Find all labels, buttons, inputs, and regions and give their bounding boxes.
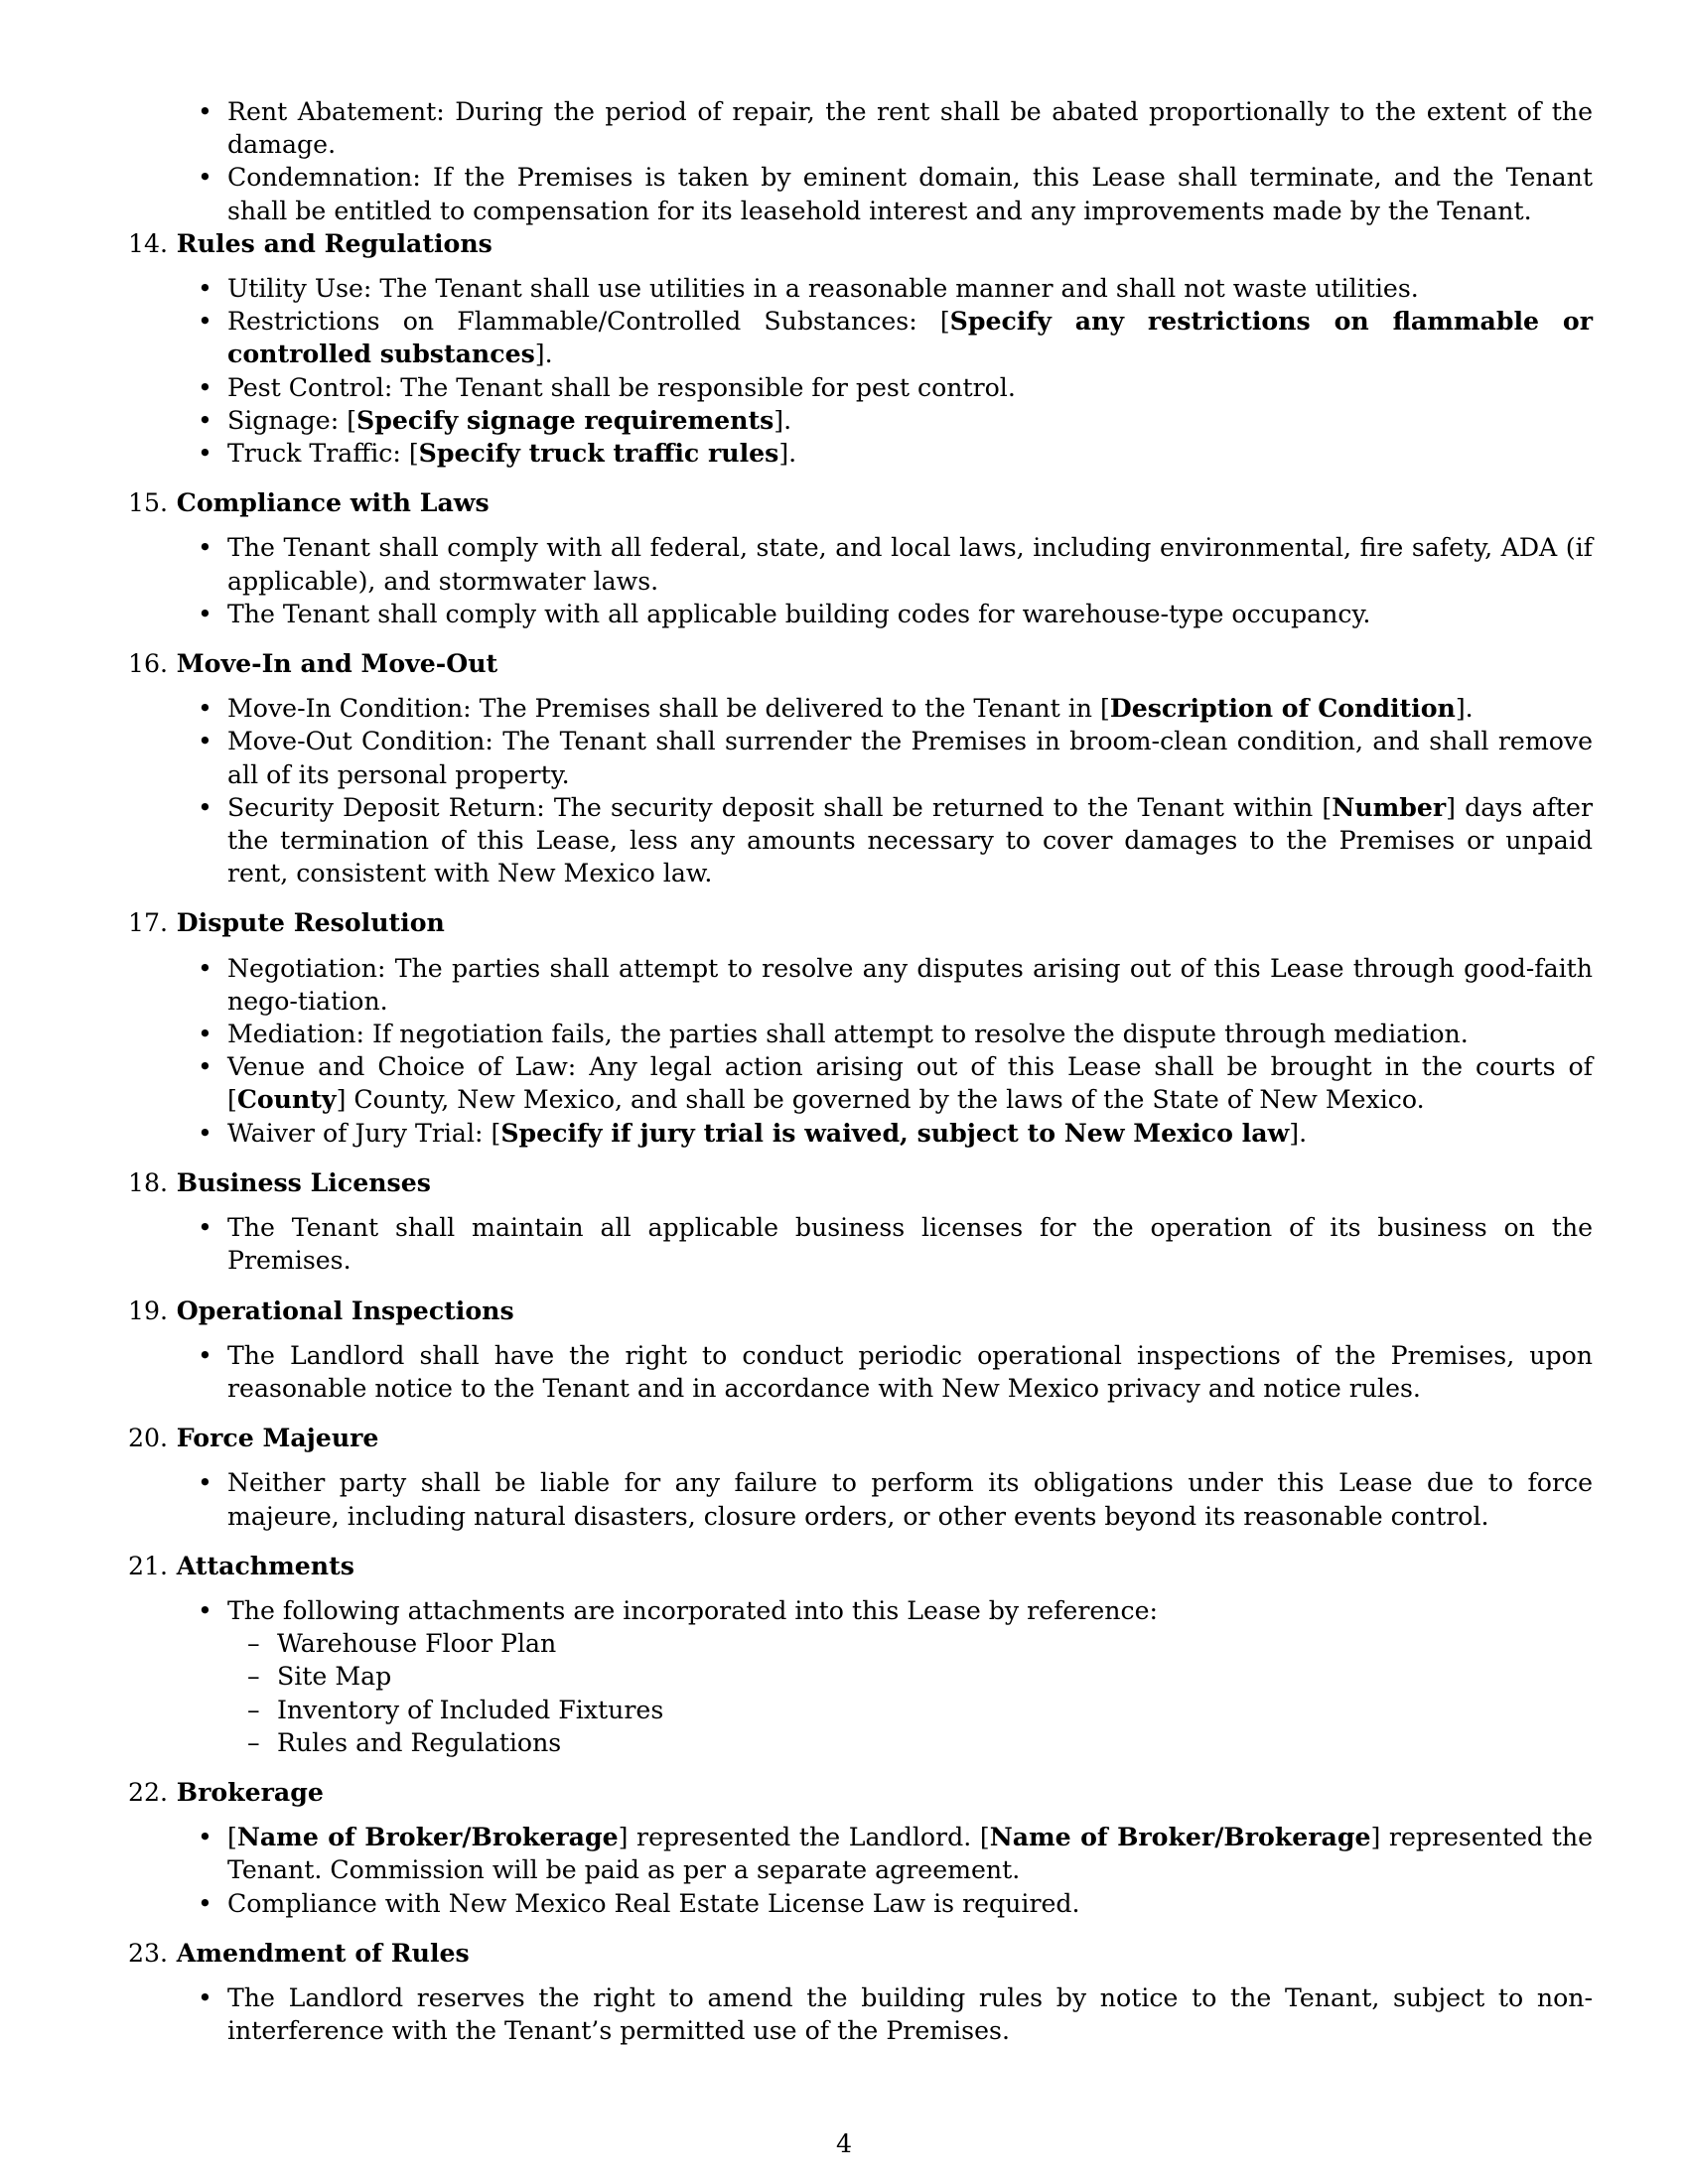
list-item: • [Name of Broker/Brokerage] represented the Landlord. [Name of Broker/Brokerage] represented the Tenant. Commission will be paid as per a separate agreement. xyxy=(227,1821,1593,1886)
section-number: 21. xyxy=(127,1551,168,1580)
list-item: • The Tenant shall maintain all applicable business licenses for the operation of its business on the Premises. xyxy=(227,1211,1593,1277)
list-item xyxy=(227,1050,1593,1116)
bullet-list xyxy=(111,1339,1593,1405)
section-16 xyxy=(111,647,1593,889)
bullet-list xyxy=(111,272,1593,470)
list-item xyxy=(227,95,1593,161)
list-item xyxy=(227,1117,1593,1150)
list-item: • Mediation: If negotiation fails, the parties shall attempt to resolve the dispute through mediation. xyxy=(227,1018,1593,1050)
list-item: • The Landlord reserves the right to amend the building rules by notice to the Tenant, subject to non-interference with the Tenant’s permitted use of the Premises. xyxy=(227,1981,1593,2047)
section-heading xyxy=(111,227,1593,260)
list-item xyxy=(227,791,1593,890)
list-item: • Utility Use: The Tenant shall use utilities in a reasonable manner and shall not waste utilities. xyxy=(227,272,1593,305)
bullet-list xyxy=(111,1821,1593,1920)
attachment-list xyxy=(227,1627,1593,1759)
list-item xyxy=(227,161,1593,226)
bullet-text: The following attachments are incorporated into this Lease by reference: xyxy=(227,1595,1158,1625)
placeholder-text: Specify signage requirements xyxy=(356,404,774,435)
section-17 xyxy=(111,906,1593,1149)
section-heading xyxy=(111,906,1593,939)
bullet-list xyxy=(111,1466,1593,1532)
bullet-list xyxy=(111,952,1593,1150)
attachment-item: – Inventory of Included Fixtures xyxy=(277,1694,1593,1726)
attachment-item: – Rules and Regulations xyxy=(277,1726,1593,1759)
bullet-text: Restrictions on Flammable/Controlled Substances: [ xyxy=(227,307,950,337)
attachment-item: – Warehouse Floor Plan xyxy=(277,1627,1593,1660)
list-item: • The Landlord shall have the right to conduct periodic operational inspections of the Premises, upon reasonable notice to the Tenant and in accordance with New Mexico privacy and notice rules. xyxy=(227,1339,1593,1405)
placeholder-text: County xyxy=(236,1084,337,1115)
section-number: 18. xyxy=(127,1167,168,1197)
section-heading xyxy=(111,486,1593,519)
list-item xyxy=(227,1594,1593,1759)
section-heading xyxy=(111,1937,1593,1970)
section-number: 22. xyxy=(127,1777,168,1807)
bullet-text: Security Deposit Return: The security deposit shall be returned to the Tenant within [ xyxy=(227,792,1333,822)
placeholder-text: Specify any restrictions on flammable or controlled substances xyxy=(227,306,1593,369)
section-heading xyxy=(111,1295,1593,1327)
bullet-text: Waiver of Jury Trial: [ xyxy=(227,1118,501,1148)
placeholder-text: Name of Broker/Brokerage xyxy=(989,1822,1371,1852)
section-number: 19. xyxy=(127,1296,168,1325)
bullet-text: Truck Traffic: [ xyxy=(227,439,419,469)
section-23 xyxy=(111,1937,1593,2048)
bullet-text: ]. xyxy=(778,439,797,469)
section-heading xyxy=(111,1166,1593,1199)
section-21 xyxy=(111,1550,1593,1759)
list-item xyxy=(227,692,1593,725)
list-item: • Compliance with New Mexico Real Estate License Law is required. xyxy=(227,1887,1593,1920)
section-20 xyxy=(111,1422,1593,1533)
bullet-list xyxy=(111,1594,1593,1759)
bullet-text: ] days after the termination of this Lease, less any amounts necessary to cover damages to the Premises or unpaid rent, consistent with New Mexico law. xyxy=(227,792,1593,888)
list-item xyxy=(227,404,1593,437)
section-title: Force Majeure xyxy=(176,1423,379,1453)
section-title: Amendment of Rules xyxy=(176,1937,470,1968)
list-item: • Negotiation: The parties shall attempt to resolve any disputes arising out of this Lease through good-faith nego-tiation. xyxy=(227,952,1593,1018)
list-item: • Move-Out Condition: The Tenant shall surrender the Premises in broom-clean condition, and shall remove all of its personal property. xyxy=(227,725,1593,790)
placeholder-text: Name of Broker/Brokerage xyxy=(236,1822,619,1852)
placeholder-text: Number xyxy=(1332,791,1447,822)
placeholder-text: Specify if jury trial is waived, subject to New Mexico law xyxy=(500,1117,1290,1148)
bullet-text: Signage: [ xyxy=(227,405,357,435)
section-title: Rules and Regulations xyxy=(176,227,492,258)
section-title: Move-In and Move-Out xyxy=(176,648,498,679)
section-title: Attachments xyxy=(176,1550,354,1580)
list-item: • Pest Control: The Tenant shall be responsible for pest control. xyxy=(227,371,1593,404)
list-item: • Neither party shall be liable for any failure to perform its obligations under this Lease due to force majeure, including natural disasters, closure orders, or other events beyond its reasonable control. xyxy=(227,1466,1593,1532)
bullet-text: Move-In Condition: The Premises shall be delivered to the Tenant in [ xyxy=(227,694,1110,724)
section-15 xyxy=(111,486,1593,630)
placeholder-text: Specify truck traffic rules xyxy=(418,438,779,469)
section-22 xyxy=(111,1776,1593,1920)
attachment-item: – Site Map xyxy=(277,1660,1593,1693)
bullet-text: ]. xyxy=(1455,694,1474,724)
section-title: Operational Inspections xyxy=(176,1295,514,1325)
continued-bullet-list xyxy=(111,95,1593,227)
bullet-list xyxy=(111,1211,1593,1277)
placeholder-text: Description of Condition xyxy=(1109,693,1456,724)
section-18 xyxy=(111,1166,1593,1278)
bullet-list xyxy=(111,531,1593,630)
section-number: 16. xyxy=(127,649,168,679)
list-item xyxy=(227,437,1593,470)
bullet-label: Condemnation: xyxy=(227,163,421,193)
section-heading xyxy=(111,1422,1593,1454)
bullet-list xyxy=(111,1981,1593,2047)
bullet-list xyxy=(111,692,1593,889)
section-title: Dispute Resolution xyxy=(176,907,445,938)
bullet-text: ]. xyxy=(774,405,792,435)
list-item: • The Tenant shall comply with all applicable building codes for warehouse-type occupancy. xyxy=(227,598,1593,630)
section-title: Business Licenses xyxy=(176,1166,431,1197)
section-heading xyxy=(111,1550,1593,1582)
list-item xyxy=(227,305,1593,370)
section-heading xyxy=(111,1776,1593,1809)
page-number: 4 xyxy=(835,2129,853,2158)
bullet-text: Venue and Choice of Law: Any legal action arising out of this Lease shall be brought in the courts of [ xyxy=(227,1052,1593,1115)
section-heading xyxy=(111,647,1593,680)
bullet-text: ] represented the Tenant. Commission will be paid as per a separate agreement. xyxy=(227,1823,1593,1885)
section-title: Compliance with Laws xyxy=(176,487,490,518)
bullet-text: ] represented the Landlord. [ xyxy=(618,1823,990,1852)
document-body xyxy=(111,95,1593,2064)
section-19 xyxy=(111,1295,1593,1406)
bullet-text: ]. xyxy=(534,340,553,369)
section-number: 15. xyxy=(127,488,168,518)
bullet-text: During the period of repair, the rent shall be abated proportionally to the extent of the damage. xyxy=(227,97,1593,160)
section-title: Brokerage xyxy=(176,1776,324,1807)
bullet-text: ]. xyxy=(1289,1118,1308,1148)
bullet-label: Rent Abatement: xyxy=(227,97,445,126)
section-number: 14. xyxy=(127,228,168,258)
list-item: • The Tenant shall comply with all federal, state, and local laws, including environmental, fire safety, ADA (if applicable), and stormwater laws. xyxy=(227,531,1593,597)
section-number: 23. xyxy=(127,1938,168,1968)
section-number: 20. xyxy=(127,1424,168,1453)
section-number: 17. xyxy=(127,908,168,938)
bullet-text: ] County, New Mexico, and shall be governed by the laws of the State of New Mexico. xyxy=(336,1085,1425,1115)
section-14 xyxy=(111,227,1593,470)
bullet-text: If the Premises is taken by eminent domain, this Lease shall terminate, and the Tenant shall be entitled to compensation for its leasehold interest and any improvements made by the Tenant. xyxy=(227,163,1593,225)
